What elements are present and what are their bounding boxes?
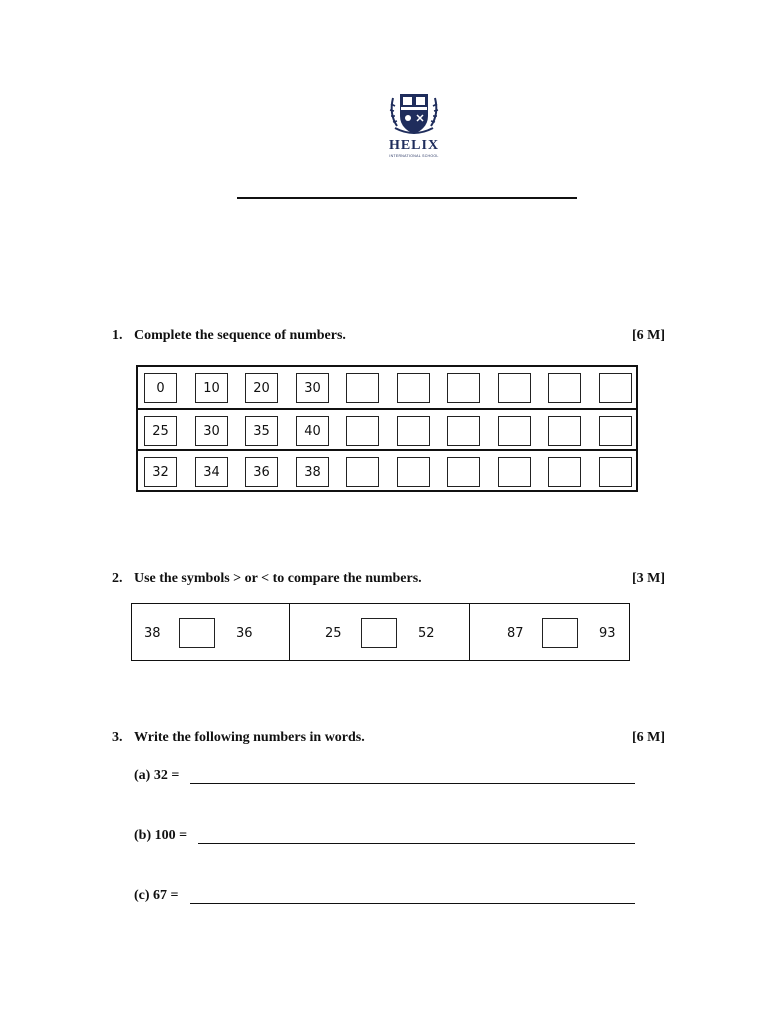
sequence-cell: 34 (195, 457, 228, 487)
question-1-marks: [6 M] (632, 328, 666, 343)
question-number: 3. (112, 730, 123, 745)
sequence-blank-cell[interactable] (346, 457, 379, 487)
answer-label: (a) 32 = (134, 768, 180, 783)
sequence-cell: 30 (296, 373, 329, 403)
compare-right-number: 93 (599, 626, 616, 641)
sequence-cell: 36 (245, 457, 278, 487)
answer-line[interactable] (190, 903, 635, 904)
sequence-blank-cell[interactable] (599, 457, 632, 487)
sequence-blank-cell[interactable] (447, 457, 480, 487)
compare-answer-box[interactable] (542, 618, 578, 648)
sequence-blank-cell[interactable] (599, 373, 632, 403)
compare-right-number: 36 (236, 626, 253, 641)
sequence-table (136, 365, 638, 492)
school-subtitle: INTERNATIONAL SCHOOL (389, 154, 439, 158)
sequence-blank-cell[interactable] (548, 373, 581, 403)
school-crest-icon (387, 90, 441, 136)
answer-line[interactable] (198, 843, 635, 844)
compare-left-number: 25 (325, 626, 342, 641)
question-text: Use the symbols > or < to compare the numbers. (134, 571, 422, 586)
sequence-blank-cell[interactable] (397, 373, 430, 403)
compare-left-number: 87 (507, 626, 524, 641)
sequence-blank-cell[interactable] (346, 416, 379, 446)
question-number: 2. (112, 571, 123, 586)
sequence-blank-cell[interactable] (498, 457, 531, 487)
sequence-blank-cell[interactable] (599, 416, 632, 446)
answer-label: (c) 67 = (134, 888, 179, 903)
sequence-blank-cell[interactable] (548, 416, 581, 446)
question-3-marks: [6 M] (632, 730, 666, 745)
compare-table (131, 603, 630, 661)
sequence-cell: 0 (144, 373, 177, 403)
sequence-blank-cell[interactable] (447, 416, 480, 446)
compare-right-number: 52 (418, 626, 435, 641)
question-2-marks: [3 M] (632, 571, 666, 586)
question-text: Write the following numbers in words. (134, 730, 365, 745)
compare-left-number: 38 (144, 626, 161, 641)
sequence-cell: 35 (245, 416, 278, 446)
sequence-blank-cell[interactable] (548, 457, 581, 487)
sequence-blank-cell[interactable] (498, 373, 531, 403)
compare-answer-box[interactable] (179, 618, 215, 648)
sequence-blank-cell[interactable] (498, 416, 531, 446)
sequence-cell: 40 (296, 416, 329, 446)
sequence-blank-cell[interactable] (397, 457, 430, 487)
compare-divider (289, 604, 290, 660)
compare-divider (469, 604, 470, 660)
answer-line[interactable] (190, 783, 635, 784)
sequence-cell: 38 (296, 457, 329, 487)
school-name: HELIX (388, 138, 440, 153)
sequence-blank-cell[interactable] (397, 416, 430, 446)
sequence-cell: 30 (195, 416, 228, 446)
sequence-blank-cell[interactable] (346, 373, 379, 403)
question-text: Complete the sequence of numbers. (134, 328, 346, 343)
sequence-row (138, 449, 636, 492)
sequence-cell: 32 (144, 457, 177, 487)
sequence-row (138, 367, 636, 408)
question-number: 1. (112, 328, 123, 343)
sequence-cell: 10 (195, 373, 228, 403)
sequence-blank-cell[interactable] (447, 373, 480, 403)
answer-label: (b) 100 = (134, 828, 188, 843)
sequence-row (138, 408, 636, 451)
title-underline (237, 197, 577, 199)
sequence-cell: 25 (144, 416, 177, 446)
school-logo (386, 90, 442, 158)
sequence-cell: 20 (245, 373, 278, 403)
compare-answer-box[interactable] (361, 618, 397, 648)
